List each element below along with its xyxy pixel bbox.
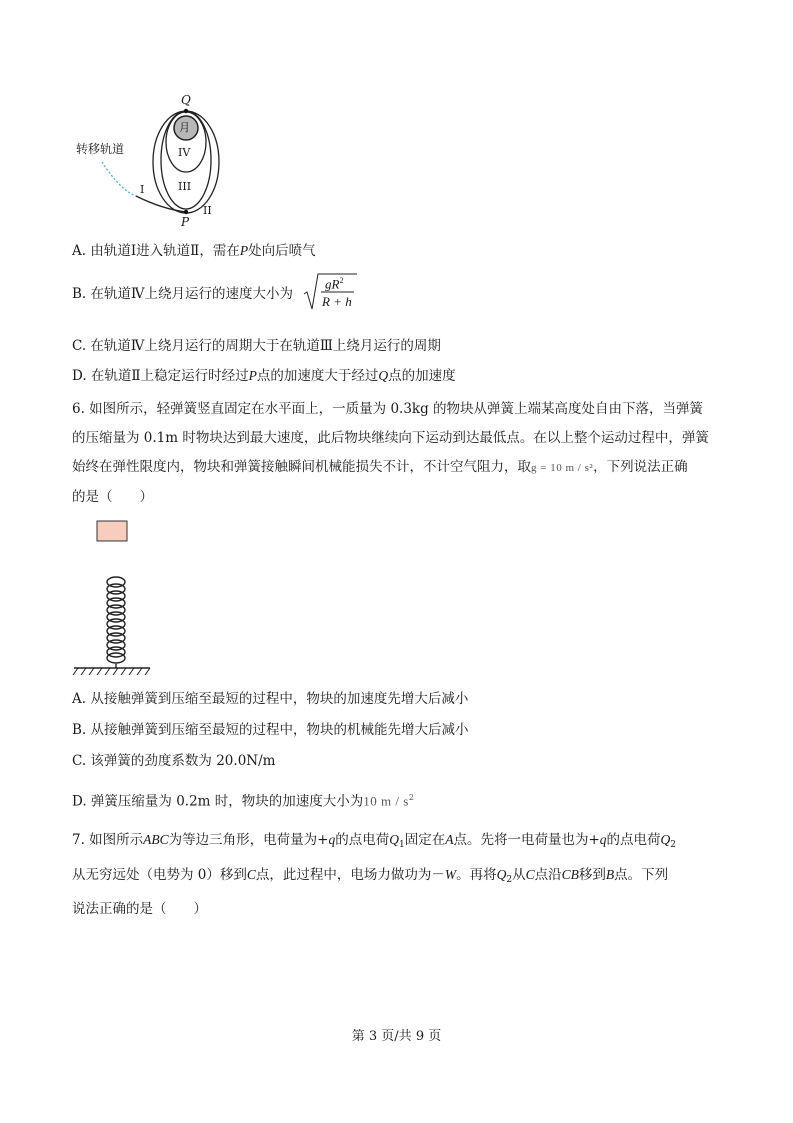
label-P: P — [181, 215, 190, 229]
q5-option-a: A. 由轨道Ⅰ进入轨道Ⅱ，需在P处向后喷气 — [72, 243, 316, 259]
page-footer: 第 3 页/共 9 页 — [351, 1029, 442, 1044]
q6-line-4: 的是（ ） — [72, 489, 153, 505]
g-equation: g = 10 m / s² — [531, 462, 594, 474]
q6-question — [72, 395, 724, 512]
formula-numerator: gR — [325, 276, 340, 292]
q5-option-c: C. 在轨道Ⅳ上绕月运行的周期大于在轨道Ⅲ上绕月运行的周期 — [72, 338, 441, 354]
q6-option-a: A. 从接触弹簧到压缩至最短的过程中，物块的加速度先增大后减小 — [72, 691, 469, 707]
label-I: I — [140, 183, 145, 196]
formula-sqrt-gR2-over-R-plus-h — [303, 272, 357, 312]
formula-denominator: R + h — [322, 294, 352, 309]
q7-line-2: 从无穷远处（电势为 0）移到C点，此过程中，电场力做功为－W。再将$Q_2$从C点沿CB移到B点。下列 — [72, 867, 669, 885]
q5-option-d: D. 在轨道Ⅱ上稳定运行时经过P点的加速度大于经过Q点的加速度 — [72, 368, 456, 384]
q6-option-c: C. 该弹簧的劲度系数为 20.0N/m — [72, 753, 276, 769]
point-Q — [184, 109, 188, 113]
label-II: II — [203, 204, 212, 217]
q6-option-b: B. 从接触弹簧到压缩至最短的过程中，物块的机械能先增大后减小 — [72, 722, 469, 738]
ground-hatch — [73, 668, 150, 675]
q7-question — [72, 825, 724, 924]
q5-option-b: B. 在轨道Ⅳ上绕月运行的速度大小为 — [72, 286, 293, 302]
spring-coil — [107, 577, 125, 668]
q6-line-3: 始终在弹性限度内，物块和弹簧接触瞬间机械能损失不计，不计空气阻力，取g = 10 m / s²，下列说法正确 — [72, 459, 688, 475]
acceleration-value: 10 m / s — [363, 793, 409, 809]
spring-diagram — [72, 518, 162, 678]
q6-line-2: 的压缩量为 0.1m 时物块达到最大速度，此后物块继续向下运动到达最低点。在以上整个运动过程中，弹簧 — [72, 430, 709, 446]
q6-option-d: D. 弹簧压缩量为 0.2m 时，物块的加速度大小为10 m / $s^2$ — [72, 793, 414, 810]
point-P — [184, 210, 188, 214]
label-moon: 月 — [179, 121, 190, 134]
q7-line-3: 说法正确的是（ ） — [72, 901, 207, 917]
label-Q: Q — [181, 93, 191, 107]
acceleration-exponent: 2 — [408, 793, 414, 802]
q7-line-1: 7. 如图所示ABC为等边三角形，电荷量为+q的点电荷$Q_1$固定在A点。先将一电荷量也为+q的点电荷$Q_2$ — [72, 832, 677, 850]
label-III: III — [178, 180, 192, 193]
label-transfer-orbit: 转移轨道 — [76, 142, 125, 156]
block — [97, 521, 127, 541]
q6-line-1: 6. 如图所示，轻弹簧竖直固定在水平面上，一质量为 0.3kg 的物块从弹簧上端某高度处自由下落，当弹簧 — [72, 401, 704, 417]
orbit-I — [136, 196, 186, 212]
transfer-orbit — [102, 162, 136, 196]
formula-numerator-exponent: 2 — [339, 276, 344, 285]
label-IV: IV — [178, 146, 191, 159]
